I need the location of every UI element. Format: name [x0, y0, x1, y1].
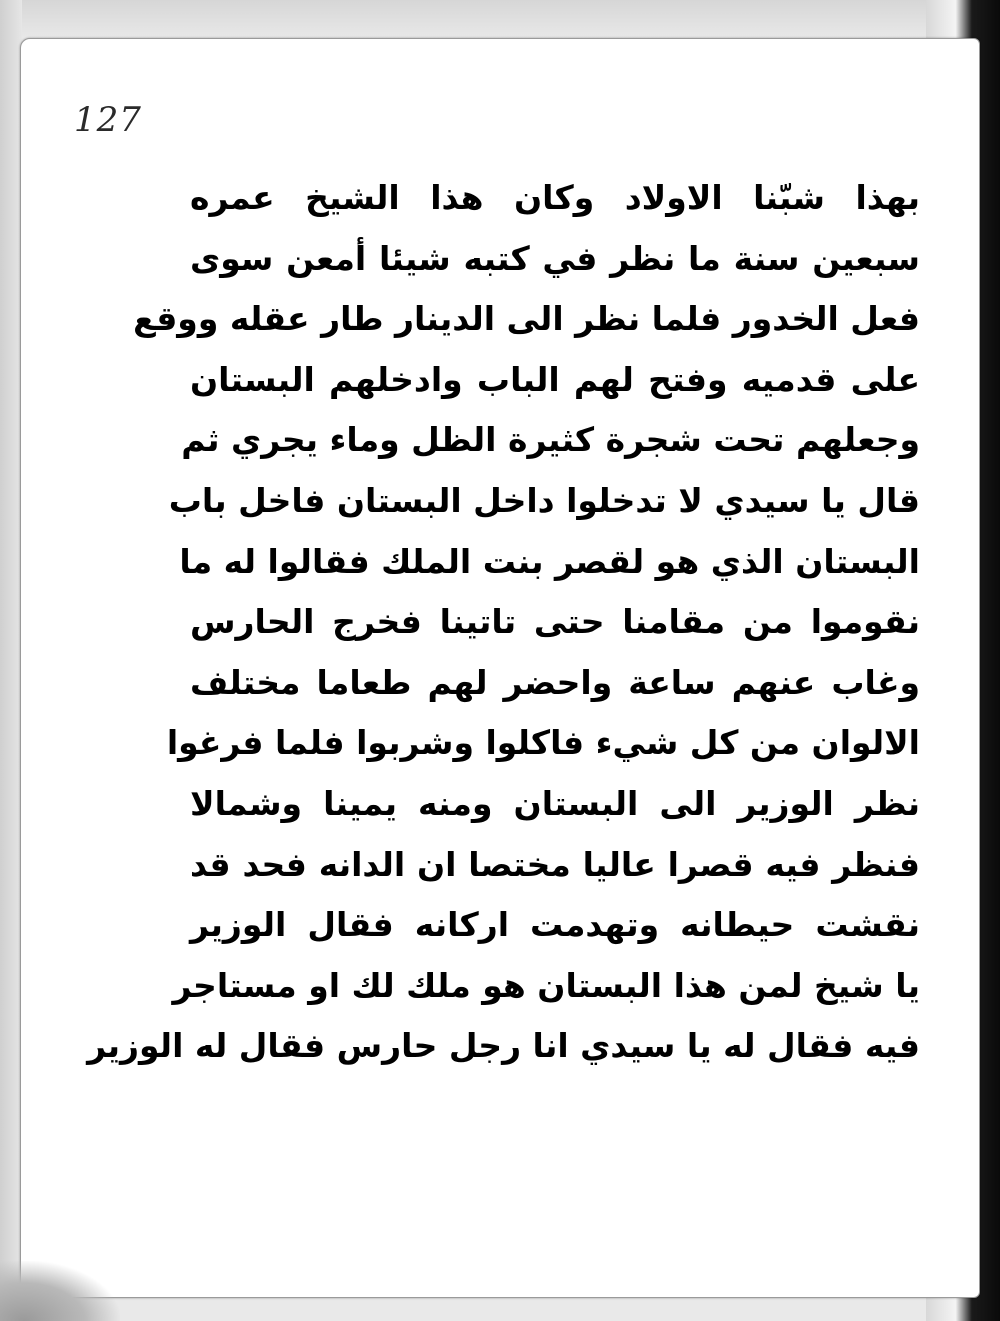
text-line-7: البستان الذي هو لقصر بنت الملك فقالوا له ما	[179, 541, 920, 581]
text-line-1: بهذا شبّنا الاولاد وكان هذا الشيخ عمره	[190, 178, 920, 217]
text-line-4: على قدميه وفتح لهم الباب وادخلهم البستان	[190, 359, 920, 399]
thumb-shadow	[0, 1261, 120, 1321]
folio-number: 127	[74, 100, 142, 140]
left-page-edge	[0, 0, 22, 1321]
text-line-15: فيه فقال له يا سيدي انا رجل حارس فقال له الوزير	[87, 1026, 920, 1066]
text-line-5: وجعلهم تحت شجرة كثيرة الظل وماء يجري ثم	[181, 420, 920, 460]
text-line-10: الالوان من كل شيء فاكلوا وشربوا فلما فرغوا	[166, 723, 920, 763]
text-line-13: نقشت حيطانه وتهدمت اركانه فقال الوزير	[190, 905, 920, 945]
text-line-14: يا شيخ لمن هذا البستان هو ملك لك او مستاجر	[172, 965, 920, 1005]
text-line-3: فعل الخدور فلما نظر الى الدينار طار عقله ووقع	[133, 299, 920, 339]
text-line-12: فنظر فيه قصرا عاليا مختصا ان الدانه فحد قد	[190, 844, 920, 884]
text-line-8: نقوموا من مقامنا حتى تاتينا فخرج الحارس	[190, 602, 920, 642]
arabic-text-block	[87, 168, 920, 1138]
text-line-2: سبعين سنة ما نظر في كتبه شيئا أمعن سوى	[190, 238, 920, 278]
text-line-9: وغاب عنهم ساعة واحضر لهم طعاما مختلف	[190, 662, 920, 702]
text-line-6: قال يا سيدي لا تدخلوا داخل البستان فاخل باب	[168, 480, 920, 520]
text-line-11: نظر الوزير الى البستان ومنه يمينا وشمالا	[190, 783, 920, 823]
